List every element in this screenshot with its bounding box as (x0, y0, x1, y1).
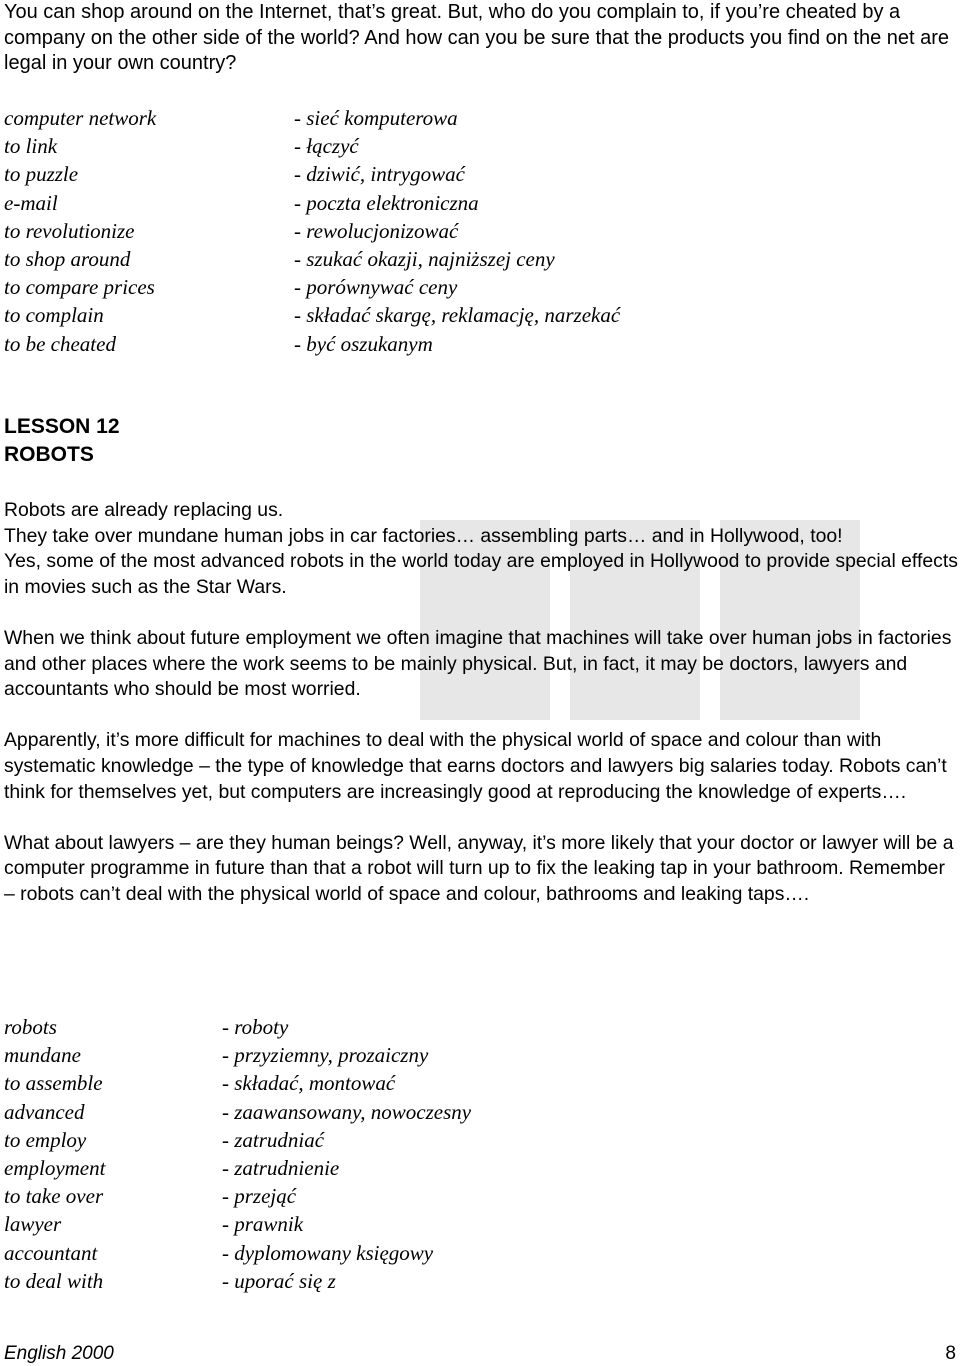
paragraph-4: What about lawyers – are they human beings? Well, anyway, it’s more likely that your doctor or lawyer will be a computer programme in future than that a robot will turn up to fix the leaking tap in your bathroom. Remember – robots can’t deal with the physical world of space and colour, bathrooms and leaking taps…. (4, 831, 954, 905)
vocab-row (4, 132, 620, 160)
paragraph-1b: They take over mundane human jobs in car factories… assembling parts… and in Hollywood, too! (4, 524, 843, 547)
paragraph-2: When we think about future employment we often imagine that machines will take over human jobs in factories and other places where the work seems to be mainly physical. But, in fact, it may be doctors, lawyers and accountants who should be most worried. (4, 626, 952, 701)
vocab-translation: - zaawansowany, nowoczesny (222, 1099, 472, 1124)
vocab-term: to be cheated (4, 331, 116, 356)
vocab-term: to revolutionize (4, 218, 135, 243)
vocab-translation: - łączyć (294, 134, 359, 159)
vocab-translation: - porównywać ceny (294, 275, 458, 300)
vocab-term: mundane (4, 1043, 81, 1068)
vocab-term: accountant (4, 1240, 98, 1265)
intro-paragraph (4, 0, 954, 77)
vocab-term: to compare prices (4, 275, 155, 300)
vocab-translation: - szukać okazji, najniższej ceny (294, 246, 555, 271)
vocab-term: to link (4, 134, 58, 159)
vocab-translation: - zatrudnienie (222, 1155, 340, 1180)
vocab-term: to take over (4, 1184, 104, 1209)
vocab-term: to puzzle (4, 162, 79, 187)
vocab-translation: - roboty (222, 1015, 289, 1039)
lesson-heading (4, 413, 120, 469)
vocab-term: computer network (4, 106, 157, 130)
vocab-row (4, 189, 620, 217)
vocab-translation: - dyplomowany księgowy (222, 1240, 434, 1265)
vocab-translation: - rewolucjonizować (294, 218, 459, 243)
vocab-term: to employ (4, 1127, 87, 1152)
vocab-row (4, 1098, 471, 1126)
vocab-row (4, 104, 620, 132)
lesson-number: LESSON 12 (4, 415, 120, 438)
vocab-translation: - prawnik (222, 1212, 304, 1237)
page-number: 8 (945, 1343, 956, 1364)
vocab-row (4, 1154, 471, 1182)
vocab-row (4, 245, 620, 273)
vocabulary-list-2 (4, 1013, 471, 1295)
lesson-title: ROBOTS (4, 443, 94, 466)
vocab-translation: - przejąć (222, 1184, 297, 1209)
vocab-term: robots (4, 1015, 57, 1039)
vocab-translation: - zatrudniać (222, 1127, 325, 1152)
vocab-row (4, 1013, 471, 1041)
vocab-translation: - przyziemny, prozaiczny (222, 1043, 429, 1068)
vocab-row (4, 1210, 471, 1238)
vocab-term: lawyer (4, 1212, 62, 1237)
vocab-row (4, 1267, 471, 1295)
vocab-translation: - uporać się z (222, 1268, 336, 1293)
intro-text: You can shop around on the Internet, that’s great. But, who do you complain to, if you’re cheated by a company on the other side of the world? And how can you be sure that the products you find on the net are legal in your own country? (4, 1, 950, 74)
vocab-row (4, 1069, 471, 1097)
vocab-row (4, 1239, 471, 1267)
vocab-translation: - składać, montować (222, 1071, 396, 1096)
vocab-term: to complain (4, 303, 104, 328)
paragraph-1c: Yes, some of the most advanced robots in the world today are employed in Hollywood to provide special effects in movies such as the Star Wars. (4, 550, 958, 598)
vocab-term: advanced (4, 1099, 85, 1124)
vocab-row (4, 1041, 471, 1069)
vocabulary-list-1 (4, 104, 620, 358)
paragraph-3: Apparently, it’s more difficult for machines to deal with the physical world of space and colour than with systematic knowledge – the type of knowledge that earns doctors and lawyers big salaries today. Robots can’t think for themselves yet, but computers are increasingly good at reproducing the knowledge of experts…. (4, 729, 947, 803)
vocab-translation: - poczta elektroniczna (294, 190, 479, 215)
vocab-row (4, 217, 620, 245)
vocab-term: employment (4, 1155, 106, 1180)
vocab-row (4, 273, 620, 301)
paragraph-1a: Robots are already replacing us. (4, 499, 284, 521)
vocab-row (4, 1126, 471, 1154)
vocab-row (4, 330, 620, 358)
footer-title: English 2000 (4, 1343, 114, 1364)
vocab-row (4, 301, 620, 329)
vocab-translation: - składać skargę, reklamację, narzekać (294, 303, 621, 328)
vocab-translation: - dziwić, intrygować (294, 162, 465, 187)
vocab-term: to shop around (4, 246, 131, 271)
vocab-term: e-mail (4, 190, 58, 215)
vocab-term: to deal with (4, 1268, 104, 1293)
lesson-body (4, 498, 960, 933)
vocab-translation: - sieć komputerowa (294, 106, 458, 130)
vocab-row (4, 1182, 471, 1210)
vocab-row (4, 160, 620, 188)
vocab-translation: - być oszukanym (294, 331, 433, 356)
vocab-term: to assemble (4, 1071, 103, 1096)
